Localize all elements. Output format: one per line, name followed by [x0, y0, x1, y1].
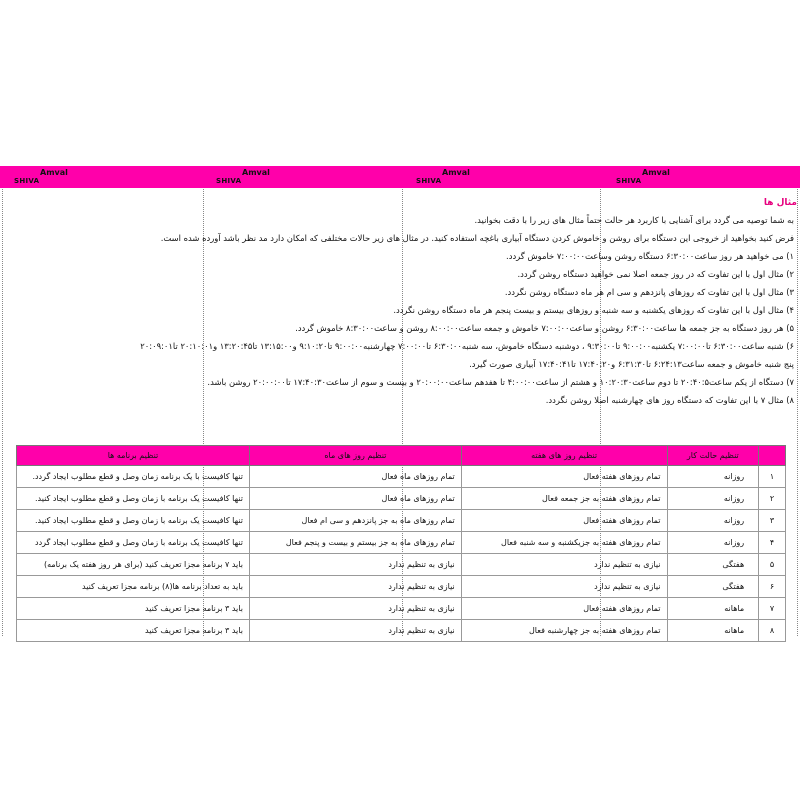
table-cell: نیازی به تنظیم ندارد	[461, 554, 667, 576]
section-heading: مثال ها	[763, 198, 797, 208]
paragraph: ۸) مثال ۷ با این تفاوت که دستگاه روز های چهارشنبه اصلا روشن نگردد.	[545, 395, 794, 405]
table-cell: تمام روزهای هفته فعال	[461, 466, 667, 488]
table-cell: تمام روزهای هفته فعال	[461, 598, 667, 620]
table-cell: روزانه	[667, 510, 759, 532]
brand-logo: Amval SHIVA	[416, 168, 470, 185]
table-cell: تنها کافیست یک برنامه با زمان وصل و قطع مطلوب ایجاد گردد	[17, 532, 250, 554]
paragraph: پنج شنبه خاموش و جمعه ساعت۶:۲۴:۱۳ تا۶:۳۱:۳۰ و۱۷:۴۰:۲۰ تا۱۷:۴۰:۴۱ آبیاری صورت گیرد.	[469, 359, 794, 369]
table-cell: ۴	[759, 532, 786, 554]
table-cell: نیازی به تنظیم ندارد	[461, 576, 667, 598]
brand-logo: Amval SHIVA	[616, 168, 670, 185]
table-row	[17, 576, 786, 598]
table-cell: نیازی به تنظیم ندارد	[249, 554, 461, 576]
table-cell: تنها کافیست با یک برنامه زمان وصل و قطع مطلوب ایجاد گردد.	[17, 466, 250, 488]
table-cell: تنها کافیست یک برنامه با زمان وصل و قطع مطلوب ایجاد کنید.	[17, 510, 250, 532]
guide-line	[2, 166, 3, 636]
table-cell: نیازی به تنظیم ندارد	[249, 576, 461, 598]
table-cell: روزانه	[667, 466, 759, 488]
paragraph: ۷) دستگاه از یکم ساعت۲۰:۴۰:۵ تا دوم ساعت۱۰:۲۰:۳۰ و هشتم از ساعت۴:۰۰:۰۰ تا هفدهم ساعت۲۰:۰۰:۰۰ و بیست و سوم از ساعت۱۷:۴۰:۳۰ تا۲۰:۰۰:۰۰ روشن باشد.	[207, 377, 794, 387]
table-cell: باید به تعداد برنامه ها(۸) برنامه مجزا تعریف کنید	[17, 576, 250, 598]
guide-line	[797, 166, 798, 636]
table-row	[17, 466, 786, 488]
table-header: تنظیم برنامه ها	[17, 446, 250, 466]
paragraph: ۵) هر روز دستگاه به جز جمعه ها ساعت۶:۳۰:۰۰ روشن و ساعت۷:۰۰:۰۰ خاموش و جمعه ساعت۸:۰۰:۰۰ روشن و ساعت۸:۳۰:۰۰ خاموش گردد.	[295, 323, 794, 333]
table-cell: تمام روزهای هفته به جز جمعه فعال	[461, 488, 667, 510]
table-header	[759, 446, 786, 466]
table-row	[17, 488, 786, 510]
table-cell: تمام روزهای هفته فعال	[461, 510, 667, 532]
paragraph: ۳) مثال اول با این تفاوت که روزهای پانزدهم و سی ام هر ماه دستگاه روشن نگردد.	[504, 287, 794, 297]
table-header: تنظیم حالت کار	[667, 446, 759, 466]
table-cell: تمام روزهای هفته به جزیکشنبه و سه شنبه فعال	[461, 532, 667, 554]
table-cell: باید ۳ برنامه مجزا تعریف کنید	[17, 598, 250, 620]
table-cell: تمام روزهای ماه فعال	[249, 466, 461, 488]
table-header: تنظیم روز های هفته	[461, 446, 667, 466]
table-row	[17, 510, 786, 532]
table-cell: باید ۷ برنامه مجزا تعریف کنید (برای هر روز هفته یک برنامه)	[17, 554, 250, 576]
paragraph: ۶) شنبه ساعت۶:۳۰:۰۰ تا۷:۰۰:۰۰ یکشنبه۹:۰۰:۰۰ تا۹:۳۰:۰۰ ، دوشنبه دستگاه خاموش، سه شنبه۶:۳۰:۰۰ تا۷:۰۰:۰۰ چهارشنبه۹:۰۰:۰۰ تا۹:۱۰:۲۰ و۱۳:۱۵:۰۰ تا۱۳:۲۰:۴۵ و۲۰:۱۰:۰۱ تا۲۰:۰۹:۰۱	[140, 341, 794, 351]
table-cell: روزانه	[667, 488, 759, 510]
brand-logo: Amval SHIVA	[216, 168, 270, 185]
table-cell: ۶	[759, 576, 786, 598]
settings-table	[16, 445, 786, 642]
table-cell: ۳	[759, 510, 786, 532]
table-row	[17, 598, 786, 620]
table-cell: تنها کافیست یک برنامه با زمان وصل و قطع مطلوب ایجاد کنید.	[17, 488, 250, 510]
table-cell: هفتگی	[667, 554, 759, 576]
table-header: تنظیم روز های ماه	[249, 446, 461, 466]
table-cell: نیازی به تنظیم ندارد	[249, 620, 461, 642]
paragraph: ۱) می خواهید هر روز ساعت۶:۳۰:۰۰ دستگاه روشن وساعت۷:۰۰:۰۰ خاموش گردد.	[506, 251, 794, 261]
table-cell: ماهانه	[667, 598, 759, 620]
table-cell: تمام روزهای ماه به جز بیستم و بیست و پنجم فعال	[249, 532, 461, 554]
table-cell: تمام روزهای ماه فعال	[249, 488, 461, 510]
table-cell: ۷	[759, 598, 786, 620]
table-header-row	[17, 446, 786, 466]
table-cell: ۸	[759, 620, 786, 642]
table-cell: هفتگی	[667, 576, 759, 598]
table-cell: ۲	[759, 488, 786, 510]
paragraph: ۴) مثال اول با این تفاوت که روزهای یکشنبه و سه شنبه و روزهای بیستم و بیست پنجم هر ماه دستگاه روشن نگردد.	[393, 305, 794, 315]
table-cell: تمام روزهای هفته به جز چهارشنبه فعال	[461, 620, 667, 642]
paragraph: به شما توصیه می گردد برای آشنایی با کاربرد هر حالت حتماً مثال های زیر را با دقت بخوانید.	[474, 215, 794, 225]
table-cell: باید ۳ برنامه مجزا تعریف کنید	[17, 620, 250, 642]
table-cell: نیازی به تنظیم ندارد	[249, 598, 461, 620]
table-cell: روزانه	[667, 532, 759, 554]
table-row	[17, 620, 786, 642]
table-cell: ماهانه	[667, 620, 759, 642]
brand-logo: Amval SHIVA	[14, 168, 68, 185]
paragraph: ۲) مثال اول با این تفاوت که در روز جمعه اصلا نمی خواهید دستگاه روشن گردد.	[517, 269, 794, 279]
table-cell: ۱	[759, 466, 786, 488]
table-cell: ۵	[759, 554, 786, 576]
table-cell: تمام روزهای ماه به جز پانزدهم و سی ام فعال	[249, 510, 461, 532]
paragraph: فرض کنید بخواهید از خروجی این دستگاه برای روشن و خاموش کردن دستگاه آبیاری باغچه استفاده کنید. در مثال های زیر حالات مختلفی که امکان دارد مد نظر باشد آورده شده است.	[160, 233, 794, 243]
table-row	[17, 554, 786, 576]
table-row	[17, 532, 786, 554]
